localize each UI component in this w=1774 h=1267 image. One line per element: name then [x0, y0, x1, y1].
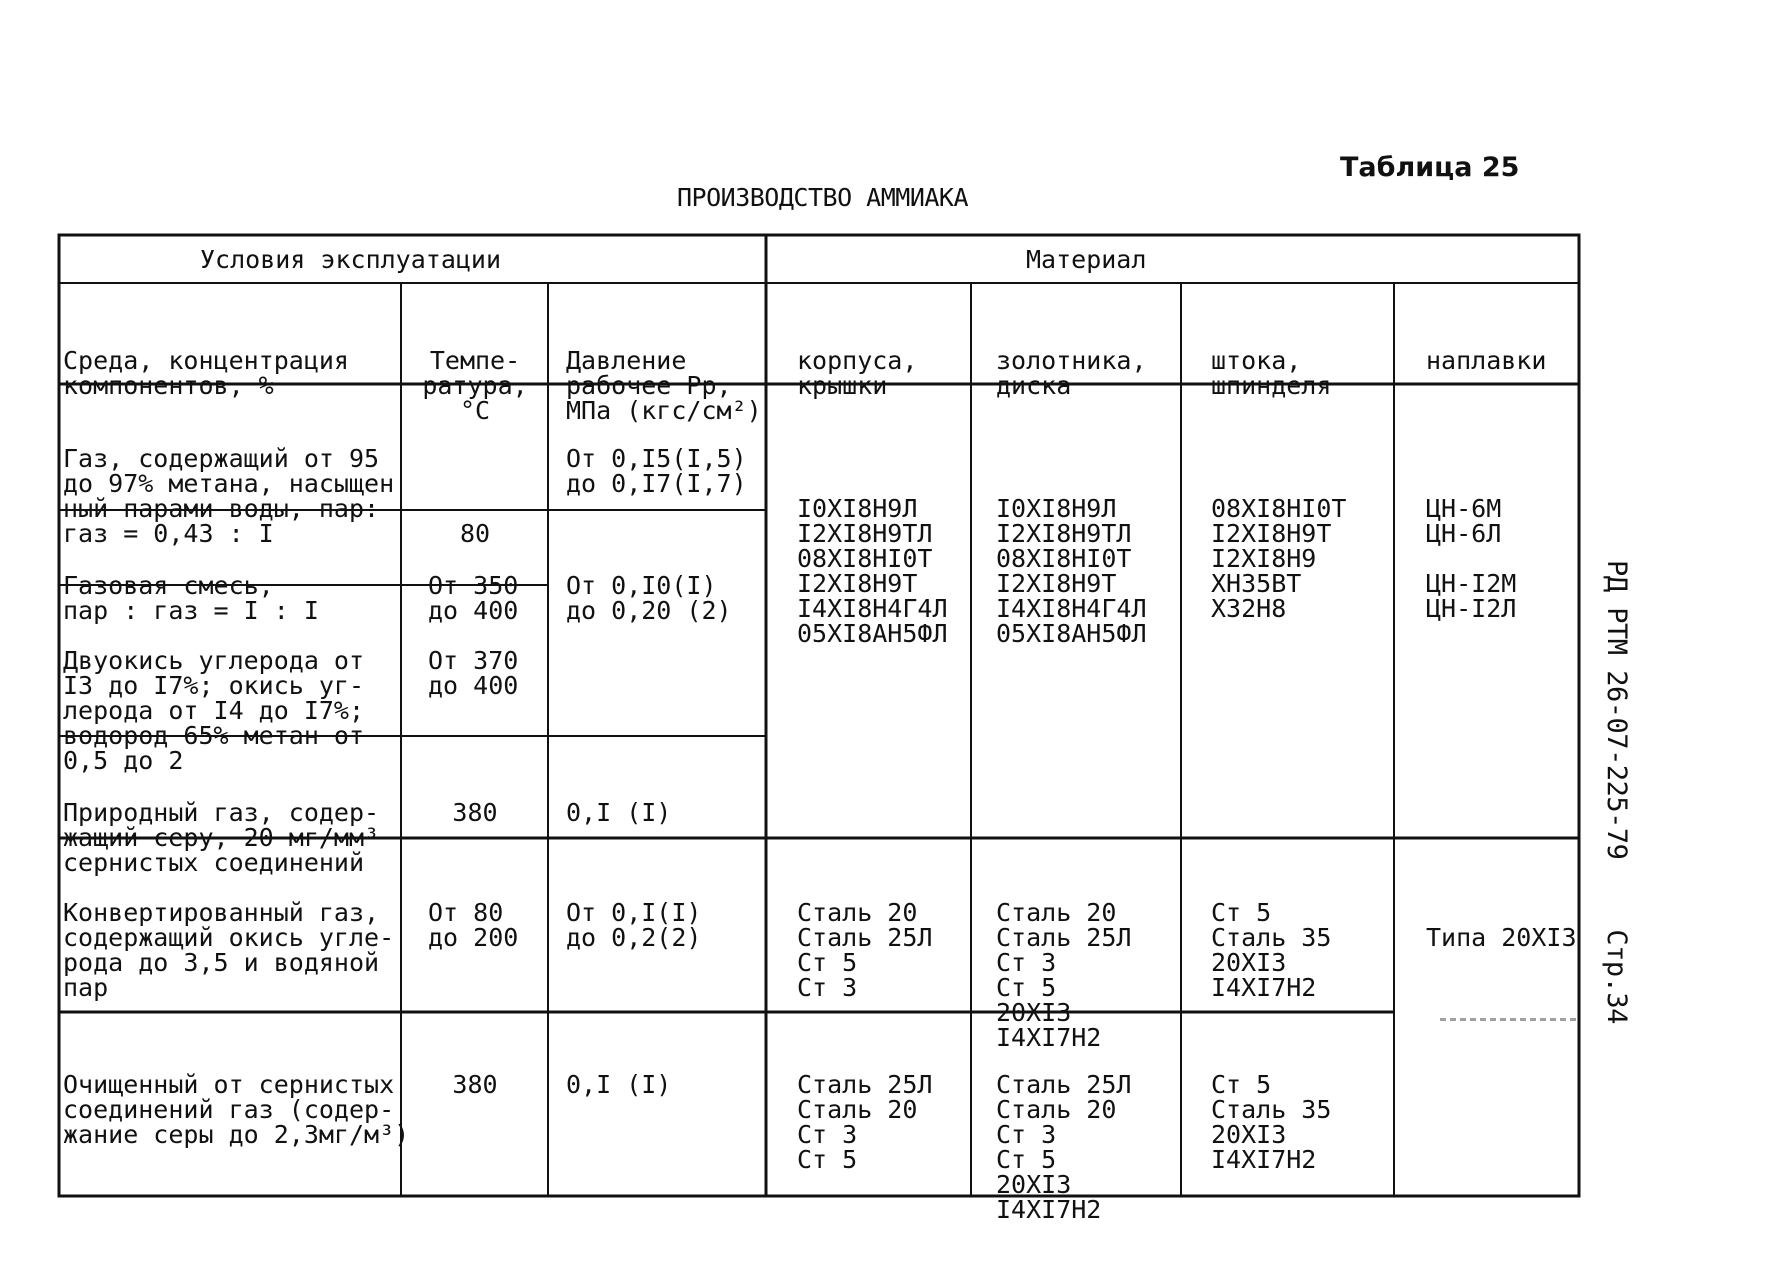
- row3-medium: Двуокись углерода от I3 до I7%; окись уг- лерода от I4 до I7%; водород 65% метан от 0,5 до 2: [63, 646, 365, 775]
- col-header-temperature: Темпе- ратура, °С: [422, 346, 528, 425]
- table-title: ПРОИЗВОДСТВО АММИАКА: [677, 183, 969, 212]
- row5-medium: Конвертированный газ, содержащий окись угле- рода до 3,5 и водяной пар: [63, 898, 395, 1002]
- col-header-surfacing: наплавки: [1426, 346, 1547, 375]
- col-header-stem: штока, шпинделя: [1211, 346, 1332, 400]
- row5-stem-material: Ст 5 Сталь 35 20XI3 I4XI7H2: [1211, 898, 1332, 1002]
- row6-pressure: 0,I (I): [566, 1070, 672, 1099]
- row4-temperature: 380: [452, 798, 498, 827]
- col-header-body: корпуса, крышки: [797, 346, 918, 400]
- row4-medium: Природный газ, содер- жащий серу, 20 мг/мм³ сернистых соединений: [63, 798, 380, 877]
- row2-medium: Газовая смесь, пар : газ = I : I: [63, 571, 319, 625]
- row6-medium: Очищенный от сернистых соединений газ (содер- жание серы до 2,3мг/м³): [63, 1070, 410, 1149]
- row5-pressure: От 0,I(I) до 0,2(2): [566, 898, 702, 952]
- row6-stem-material: Ст 5 Сталь 35 20XI3 I4XI7H2: [1211, 1070, 1332, 1174]
- col-header-disc: золотника, диска: [996, 346, 1147, 400]
- row2-temperature: От 350 до 400: [428, 571, 519, 625]
- rows1-4-body-material: I0XI8H9Л I2XI8H9TЛ 08XI8HI0T I2XI8H9T I4XI8H4Г4Л 05XI8AH5ФЛ: [797, 494, 948, 648]
- row6-disc-material: Сталь 25Л Сталь 20 Ст 3 Ст 5 20XI3 I4XI7H2: [996, 1070, 1132, 1224]
- row3-temperature: От 370 до 400: [428, 646, 519, 700]
- row5-temperature: От 80 до 200: [428, 898, 519, 952]
- faded-line-mark: [1440, 1018, 1580, 1021]
- group-header-conditions: Условия эксплуатации: [200, 245, 502, 274]
- document-code: РД РТМ 26-07-225-79: [1601, 560, 1632, 860]
- row5-disc-material: Сталь 20 Сталь 25Л Ст 3 Ст 5 20XI3 I4XI7H2: [996, 898, 1132, 1052]
- row6-body-material: Сталь 25Л Сталь 20 Ст 3 Ст 5: [797, 1070, 933, 1174]
- rows1-4-disc-material: I0XI8H9Л I2XI8H9TЛ 08XI8HI0T I2XI8H9T I4XI8H4Г4Л 05XI8AH5ФЛ: [996, 494, 1147, 648]
- row4-pressure: 0,I (I): [566, 798, 672, 827]
- col-header-pressure: Давление рабочее Рр, МПа (кгс/см²): [566, 346, 762, 425]
- col-header-medium: Среда, концентрация компонентов, %: [63, 346, 349, 400]
- row1-medium: Газ, содержащий от 95 до 97% метана, насыщен ный парами воды, пар: газ = 0,43 : I: [63, 444, 395, 548]
- row6-temperature: 380: [452, 1070, 498, 1099]
- row5-body-material: Сталь 20 Сталь 25Л Ст 5 Ст 3: [797, 898, 933, 1002]
- row1-pressure: От 0,I5(I,5) до 0,I7(I,7): [566, 444, 747, 498]
- rows1-4-stem-material: 08XI8HI0T I2XI8H9T I2XI8H9 XH35BT X32H8: [1211, 494, 1347, 623]
- group-header-material: Материал: [1026, 245, 1147, 274]
- rows1-4-surfacing-a: ЦН-6М ЦН-6Л: [1426, 494, 1502, 548]
- rows1-4-surfacing-b: ЦН-I2М ЦН-I2Л: [1426, 569, 1517, 623]
- page-number: Стр.34: [1601, 929, 1632, 1024]
- table-number: Таблица 25: [1340, 152, 1520, 183]
- rows5-6-surfacing: Типа 20XI3: [1426, 923, 1577, 952]
- row1-temperature: 80: [459, 519, 491, 548]
- row2-pressure: От 0,I0(I) до 0,20 (2): [566, 571, 732, 625]
